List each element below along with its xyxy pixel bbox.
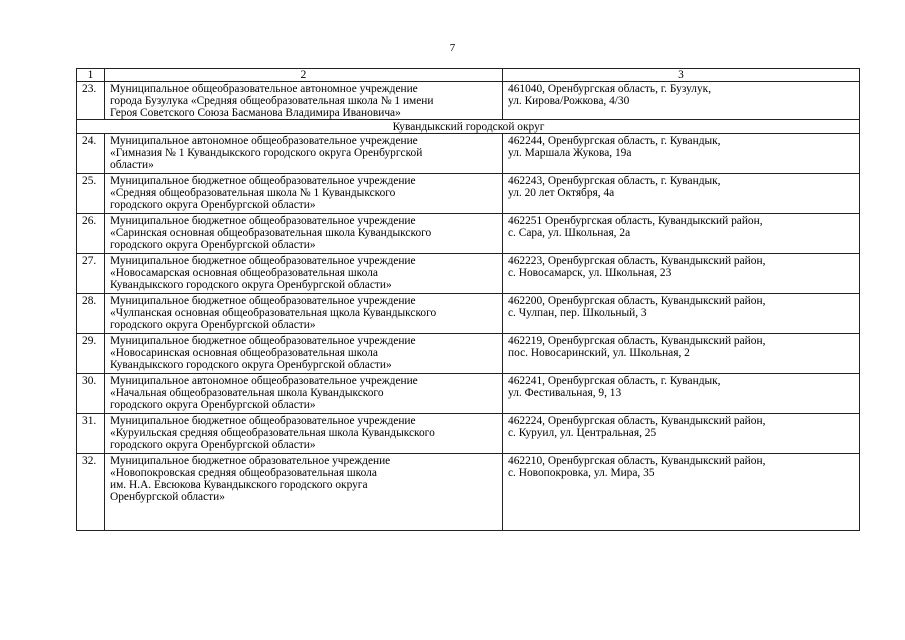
institution-name: Муниципальное автономное общеобразовательное учреждение «Гимназия № 1 Кувандыкского городского округа Оренбургской области» <box>105 134 503 174</box>
row-number: 29. <box>77 334 105 374</box>
institution-name: Муниципальное автономное общеобразовательное учреждение «Начальная общеобразовательная школа Кувандыкского городского округа Оренбургской области» <box>105 374 503 414</box>
institution-address: 462241, Оренбургская область, г. Кувандык, ул. Фестивальная, 9, 13 <box>503 374 860 414</box>
institution-address: 462219, Оренбургская область, Кувандыкский район, пос. Новосаринский, ул. Школьная, 2 <box>503 334 860 374</box>
institution-address: 462200, Оренбургская область, Кувандыкский район, с. Чулпан, пер. Школьный, 3 <box>503 294 860 334</box>
table-row <box>77 134 860 174</box>
institution-address: 462243, Оренбургская область, г. Кувандык, ул. 20 лет Октября, 4а <box>503 174 860 214</box>
table-row <box>77 334 860 374</box>
row-number: 27. <box>77 254 105 294</box>
table-header-row <box>77 69 860 82</box>
institution-address: 462244, Оренбургская область, г. Кувандык, ул. Маршала Жукова, 19а <box>503 134 860 174</box>
table-row <box>77 294 860 334</box>
institution-name: Муниципальное общеобразовательное автономное учреждение города Бузулука «Средняя общеобразовательная школа № 1 имени Героя Советского Союза Басманова Владимира Ивановича» <box>105 82 503 120</box>
table-row <box>77 174 860 214</box>
institution-address: 462251 Оренбургская область, Кувандыкский район, с. Сара, ул. Школьная, 2а <box>503 214 860 254</box>
institution-address: 462210, Оренбургская область, Кувандыкский район, с. Новопокровка, ул. Мира, 35 <box>503 454 860 531</box>
institution-address: 462224, Оренбургская область, Кувандыкский район, с. Куруил, ул. Центральная, 25 <box>503 414 860 454</box>
section-row <box>77 120 860 134</box>
column-header-address: 3 <box>503 69 860 82</box>
table-row <box>77 414 860 454</box>
table-row <box>77 214 860 254</box>
column-header-name: 2 <box>105 69 503 82</box>
table-row <box>77 454 860 531</box>
column-header-number: 1 <box>77 69 105 82</box>
row-number: 28. <box>77 294 105 334</box>
institution-name: Муниципальное бюджетное общеобразовательное учреждение «Новосамарская основная общеобразовательная школа Кувандыкского городского округа Оренбургской области» <box>105 254 503 294</box>
institution-name: Муниципальное бюджетное образовательное учреждение «Новопокровская средняя общеобразовательная школа им. Н.А. Евсюкова Кувандыкского городского округа Оренбургской области» <box>105 454 503 531</box>
row-number: 26. <box>77 214 105 254</box>
institution-address: 462223, Оренбургская область, Кувандыкский район, с. Новосамарск, ул. Школьная, 23 <box>503 254 860 294</box>
institution-name: Муниципальное бюджетное общеобразовательное учреждение «Средняя общеобразовательная школа № 1 Кувандыкского городского округа Оренбургской области» <box>105 174 503 214</box>
institution-name: Муниципальное бюджетное общеобразовательное учреждение «Новосаринская основная общеобразовательная школа Кувандыкского городского округа Оренбургской области» <box>105 334 503 374</box>
row-number: 32. <box>77 454 105 531</box>
section-heading: Кувандыкский городской округ <box>77 120 860 134</box>
row-number: 30. <box>77 374 105 414</box>
row-number: 25. <box>77 174 105 214</box>
row-number: 31. <box>77 414 105 454</box>
table-row <box>77 82 860 120</box>
institution-name: Муниципальное бюджетное общеобразовательное учреждение «Саринская основная общеобразовательная школа Кувандыкского городского округа Оренбургской области» <box>105 214 503 254</box>
institution-name: Муниципальное бюджетное общеобразовательное учреждение «Чулпанская основная общеобразовательная щкола Кувандыкского городского округа Оренбургской области» <box>105 294 503 334</box>
schools-table <box>76 68 860 531</box>
institution-address: 461040, Оренбургская область, г. Бузулук, ул. Кирова/Рожкова, 4/30 <box>503 82 860 120</box>
row-number: 24. <box>77 134 105 174</box>
institution-name: Муниципальное бюджетное общеобразовательное учреждение «Куруильская средняя общеобразовательная школа Кувандыкского городского округа Оренбургской области» <box>105 414 503 454</box>
row-number: 23. <box>77 82 105 120</box>
table-row <box>77 254 860 294</box>
page-number: 7 <box>449 42 456 54</box>
table-row <box>77 374 860 414</box>
